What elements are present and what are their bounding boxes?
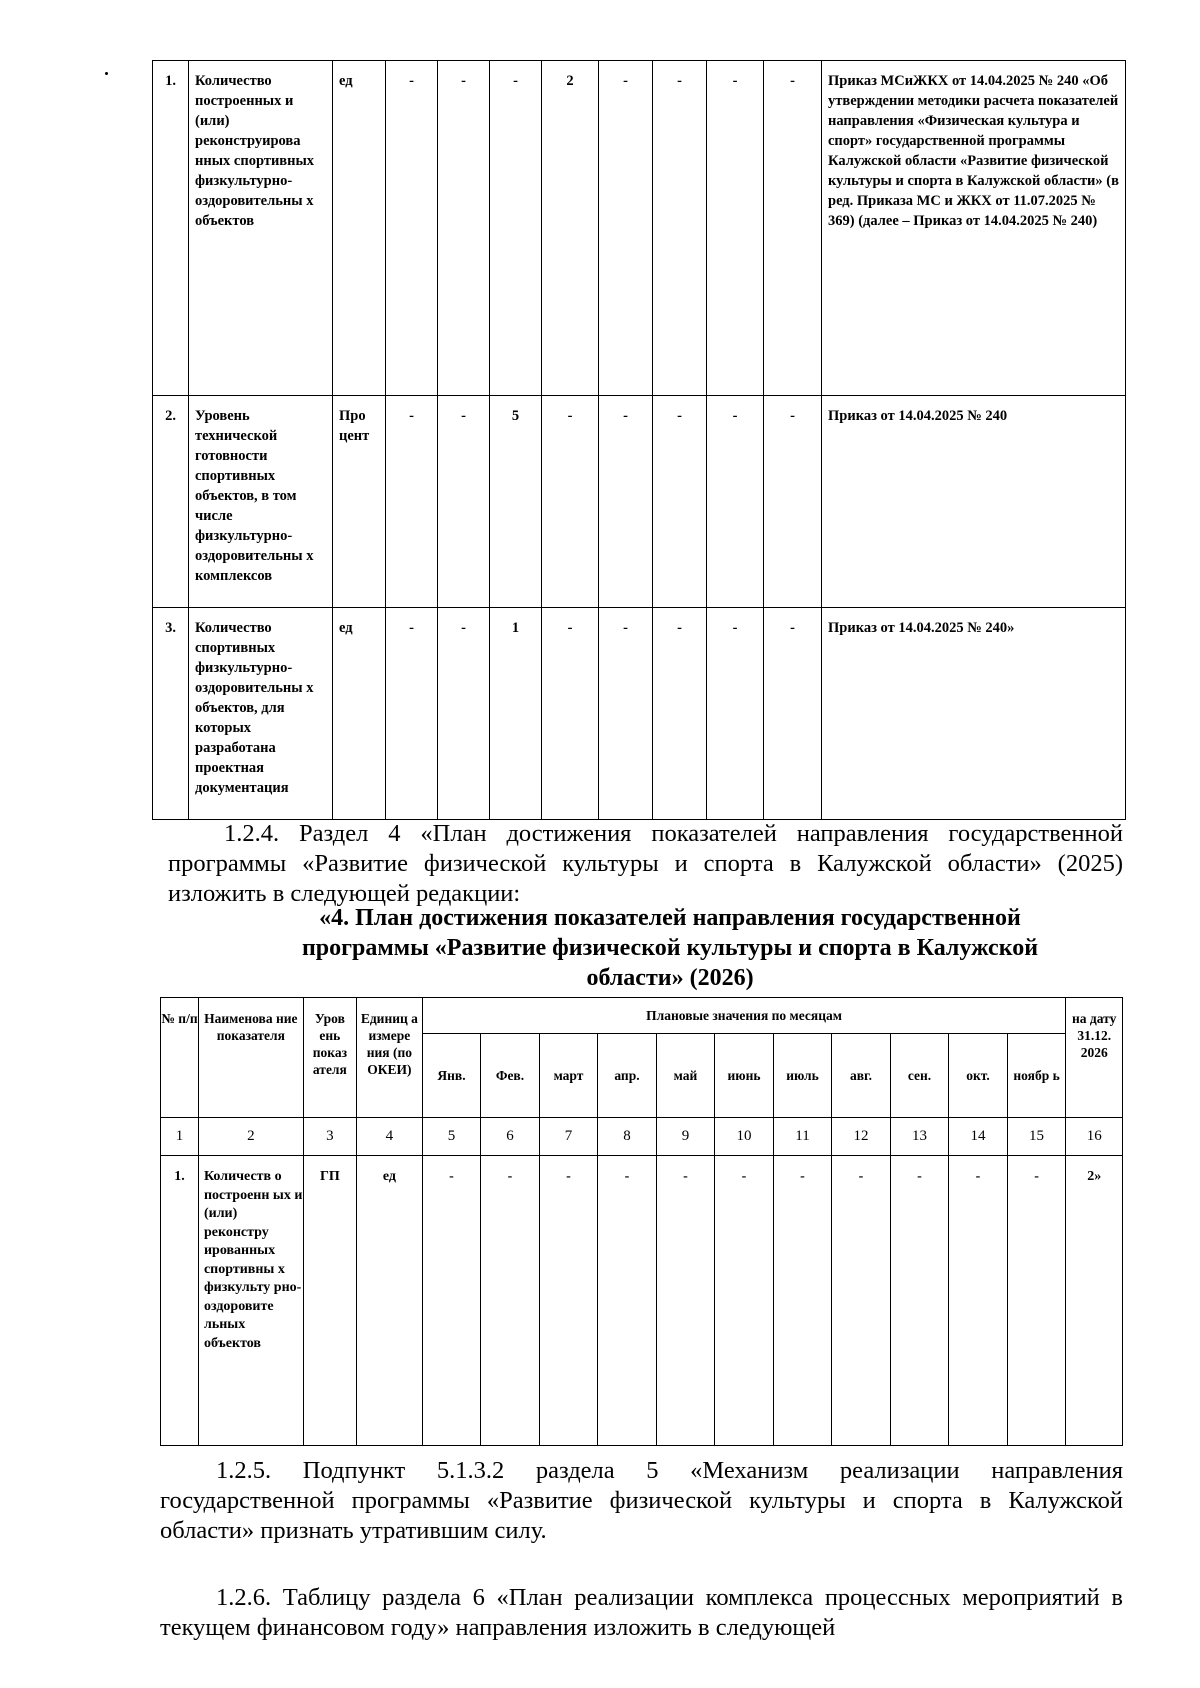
paragraph-1-2-6: 1.2.6. Таблицу раздела 6 «План реализации комплекса процессных мероприятий в текущем финансовом году» направления изложить в следующей <box>160 1584 1123 1641</box>
unit: ед <box>333 608 386 820</box>
value-cell: - <box>438 608 490 820</box>
indicators-table-continuation <box>152 60 1126 820</box>
column-index: 8 <box>598 1118 657 1156</box>
method-document: Приказ от 14.04.2025 № 240 <box>822 396 1126 608</box>
unit: ед <box>333 61 386 396</box>
value-cell: - <box>653 61 707 396</box>
header-name: Наименова ние показателя <box>198 998 303 1118</box>
column-index: 5 <box>422 1118 481 1156</box>
value-cell: - <box>653 608 707 820</box>
paragraph-1-2-4: 1.2.4. Раздел 4 «План достижения показателей направления государственной программы «Развитие физической культуры и спорта в Калужской области» (2025) изложить в следующей редакции: <box>168 820 1123 907</box>
unit: ед <box>357 1156 423 1446</box>
column-index: 16 <box>1066 1118 1123 1156</box>
header-month: авг. <box>832 1034 891 1118</box>
value-cell: - <box>490 61 542 396</box>
column-index: 10 <box>715 1118 774 1156</box>
scan-speck <box>105 72 108 75</box>
row-number: 1. <box>153 61 189 396</box>
value-cell: - <box>707 396 764 608</box>
value-cell: 2 <box>542 61 599 396</box>
month-value: - <box>539 1156 598 1446</box>
column-index: 1 <box>161 1118 199 1156</box>
indicator-level: ГП <box>303 1156 356 1446</box>
month-value: - <box>949 1156 1008 1446</box>
column-index: 15 <box>1007 1118 1066 1156</box>
value-cell: 1 <box>490 608 542 820</box>
month-value: - <box>773 1156 832 1446</box>
header-month: май <box>656 1034 715 1118</box>
column-index: 4 <box>357 1118 423 1156</box>
indicator-name: Уровень технической готовности спортивных объектов, в том числе физкультурно-оздоровительны х комплексов <box>189 396 333 608</box>
column-index: 11 <box>773 1118 832 1156</box>
month-value: - <box>656 1156 715 1446</box>
header-level: Уров ень показ ателя <box>303 998 356 1118</box>
value-cell: - <box>386 608 438 820</box>
method-document: Приказ МСиЖКХ от 14.04.2025 № 240 «Об утверждении методики расчета показателей направления «Физическая культура и спорт» государственной программы Калужской области «Развитие физической культуры и спорта в Калужской области» (в ред. Приказа МС и ЖКХ от 11.07.2025 № 369) (далее – Приказ от 14.04.2025 № 240) <box>822 61 1126 396</box>
header-month: ноябр ь <box>1007 1034 1066 1118</box>
header-unit: Единиц а измере ния (по ОКЕИ) <box>357 998 423 1118</box>
header-final-date: на дату 31.12. 2026 <box>1066 998 1123 1118</box>
header-month: Янв. <box>422 1034 481 1118</box>
row-number: 1. <box>161 1156 199 1446</box>
column-index: 7 <box>539 1118 598 1156</box>
column-index: 12 <box>832 1118 891 1156</box>
value-cell: - <box>764 61 822 396</box>
header-month: сен. <box>890 1034 949 1118</box>
value-cell: - <box>438 396 490 608</box>
value-cell: - <box>707 608 764 820</box>
header-month: март <box>539 1034 598 1118</box>
unit: Про цент <box>333 396 386 608</box>
header-monthly-group: Плановые значения по месяцам <box>422 998 1066 1034</box>
table-row <box>161 1156 1123 1446</box>
row-number: 3. <box>153 608 189 820</box>
value-cell: - <box>653 396 707 608</box>
value-cell: - <box>542 608 599 820</box>
table-row <box>153 61 1126 396</box>
paragraph-1-2-5: 1.2.5. Подпункт 5.1.3.2 раздела 5 «Механизм реализации направления государственной программы «Развитие физической культуры и спорта в Калужской области» признать утратившим силу. <box>160 1457 1123 1544</box>
column-index: 2 <box>198 1118 303 1156</box>
row-number: 2. <box>153 396 189 608</box>
value-cell: - <box>386 396 438 608</box>
header-row <box>161 998 1123 1034</box>
value-cell: - <box>599 61 653 396</box>
header-num: № п/п <box>161 998 199 1118</box>
section-title: «4. План достижения показателей направления государственной программы «Развитие физической культуры и спорта в Калужской области» (2026) <box>301 905 1039 991</box>
column-index-row <box>161 1118 1123 1156</box>
column-index: 14 <box>949 1118 1008 1156</box>
indicator-name: Количеств о построенн ых и (или) реконстру ированных спортивны х физкульту рно-оздоровите льных объектов <box>198 1156 303 1446</box>
table-row <box>153 396 1126 608</box>
value-cell: 5 <box>490 396 542 608</box>
column-index: 13 <box>890 1118 949 1156</box>
month-value: - <box>832 1156 891 1446</box>
column-index: 9 <box>656 1118 715 1156</box>
value-cell: - <box>764 396 822 608</box>
value-cell: - <box>764 608 822 820</box>
header-month: окт. <box>949 1034 1008 1118</box>
method-document: Приказ от 14.04.2025 № 240» <box>822 608 1126 820</box>
month-value: - <box>422 1156 481 1446</box>
indicator-name: Количество построенных и (или) реконструирова нных спортивных физкультурно-оздоровительны х объектов <box>189 61 333 396</box>
month-value: - <box>598 1156 657 1446</box>
month-value: - <box>890 1156 949 1446</box>
value-cell: - <box>438 61 490 396</box>
value-cell: - <box>542 396 599 608</box>
month-value: - <box>715 1156 774 1446</box>
indicator-name: Количество спортивных физкультурно-оздоровительны х объектов, для которых разработана проектная документация <box>189 608 333 820</box>
table-row <box>153 608 1126 820</box>
final-value: 2» <box>1066 1156 1123 1446</box>
month-value: - <box>1007 1156 1066 1446</box>
value-cell: - <box>599 608 653 820</box>
header-month: июнь <box>715 1034 774 1118</box>
value-cell: - <box>599 396 653 608</box>
value-cell: - <box>707 61 764 396</box>
header-month: апр. <box>598 1034 657 1118</box>
value-cell: - <box>386 61 438 396</box>
header-month: Фев. <box>481 1034 540 1118</box>
header-month: июль <box>773 1034 832 1118</box>
plan-table <box>160 997 1123 1446</box>
column-index: 6 <box>481 1118 540 1156</box>
column-index: 3 <box>303 1118 356 1156</box>
month-value: - <box>481 1156 540 1446</box>
